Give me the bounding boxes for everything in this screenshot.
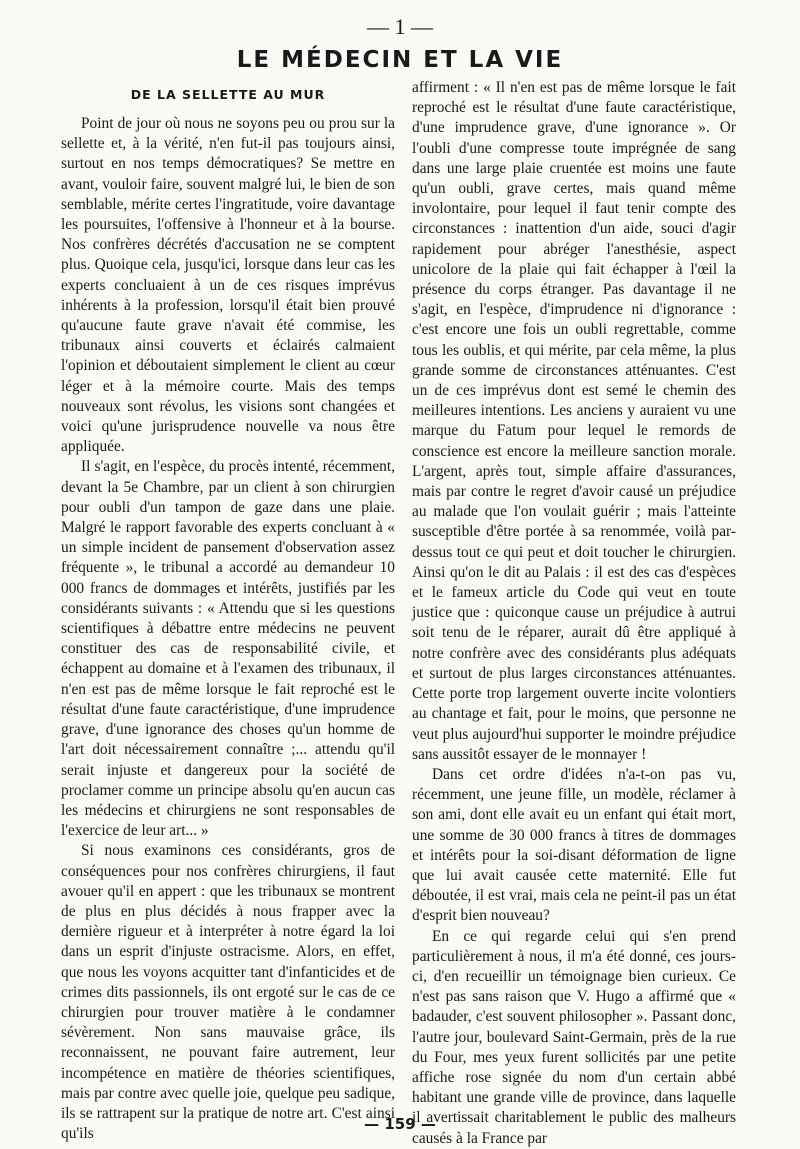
article-subtitle: DE LA SELLETTE AU MUR [130, 87, 326, 102]
page-title: LE MÉDECIN ET LA VIE [236, 47, 564, 73]
paragraph: En ce qui regarde celui qui s'en prend particulièrement à nous, il m'a été donné, ces jours-ci, d'en recueillir un témoignage bien curieux. Ce n'est pas sans raison que V. Hugo a affirmé que « badauder, c'est souvent philosopher ». Passant donc, l'autre jour, boulevard Saint-Germain, près de la rue du Four, mes yeux furent sollicités par une petite affiche rose signée du nom d'un certain abbé habitant une grande ville de province, dans laquelle il avertissait charitablement le public des malheurs causés à la France par [412, 927, 736, 1147]
paragraph: Si nous examinons ces considérants, gros de conséquences pour nos confrères chirurgiens, il faut avouer qu'il en appert : que les tribunaux se montrent de plus en plus décidés à nous frapper avec la dernière rigueur et à interpréter à notre égard la loi dans un esprit d'injuste ostracisme. Alors, en effet, que nous les voyons acquitter tant d'infanticides et de crimes dits passionnels, ils ont ergoté sur le cas de ce chirurgien pour trouver matière à le condamner sévèrement. Non sans mauvaise grâce, ils reconnaissent, ne pouvant faire autrement, leur incompétence en matière de théories scientifiques, mais par contre avec quelle joie, quelque peu sadique, ils se rattrapent sur la pratique de notre art. C'est ainsi qu'ils [61, 842, 395, 1143]
paragraph: Point de jour où nous ne soyons peu ou prou sur la sellette et, à la vérité, n'en fut-il pas toujours ainsi, surtout en nos temps démocratiques? Se mettre en avant, vouloir faire, souvent malgré lui, le bien de son semblable, mérite certes l'ingratitude, voire davantage les poursuites, l'offensive à l'honneur et à la bourse. Nos confrères décrétés d'accusation ne se comptent plus. Quoique cela, jusqu'ici, lorsque dans leur cas les experts concluaient à un de ces risques imprévus inhérents à la profession, lorsqu'il était bien prouvé qu'aucune faute grave n'avait été commise, les tribunaux ainsi couverts et éclairés calmaient l'opinion et déboutaient simplement le client au cœur léger et à la mémoire courte. Mais des temps nouveaux sont révolus, les visions sont changées et voici qu'une jurisprudence nouvelle va nous être appliquée. [61, 115, 395, 456]
page-number: — 159 — [364, 1115, 436, 1133]
right-column [412, 78, 736, 1149]
folio-top: — 1 — [367, 14, 433, 39]
paragraph: Il s'agit, en l'espèce, du procès intenté, récemment, devant la 5e Chambre, par un client à son chirurgien pour oubli d'un tampon de gaze dans une plaie. Malgré le rapport favorable des experts concluant à « un simple incident de pansement d'observation assez fréquente », le tribunal a accordé au demandeur 10 000 francs de dommages et intérêts, justifiés par les considérants suivants : « Attendu que si les questions scientifiques à débattre entre médecins ne peuvent constituer des cas de responsabilité civile, et échappent au domaine et à l'examen des tribunaux, il n'en est pas de même lorsque le fait reproché est le résultat d'une faute caractéristique, d'une imprudence grave, d'une ignorance des choses qu'un homme de l'art doit nécessairement connaître ;... attendu qu'il serait injuste et dangereux pour la société de proclamer comme un principe absolu qu'en aucun cas les médecins et chirurgiens ne sont responsables de l'exercice de leur art... » [61, 458, 395, 840]
paragraph: affirment : « Il n'en est pas de même lorsque le fait reproché est le résultat d'une faute caractéristique, d'une imprudence grave, d'une ignorance ». Or l'oubli d'une compresse toute imprégnée de sang dans une large plaie cruentée est moins une faute qu'un oubli, grave certes, mais quand même involontaire, pour lequel il faut tenir compte des circonstances : inattention d'un aide, souci d'agir rapidement pour abréger l'anesthésie, aspect unicolore de la plaie qui fait échapper à l'œil la présence du corps étranger. Pas davantage il ne s'agit, en l'espèce, d'imprudence ni d'ignorance : c'est encore une fois un oubli regrettable, comme tous les oublis, et qui mérite, par cela même, la plus grande somme de circonstances atténuantes. C'est un de ces imprévus dont est semé le chemin des meilleures intentions. Les anciens y auraient vu une marque du Fatum pour lequel le remords de conscience est encore la meilleure sanction morale. L'argent, après tout, simple affaire d'assurances, mais par contre le regret d'avoir causé un préjudice au malade que l'on voulait guérir ; mais l'atteinte susceptible d'être portée à sa renommée, voilà par-dessus tout ce qui peut et doit toucher le chirurgien. Ainsi qu'on le dit au Palais : il est des cas d'espèces et le fameux article du Code qui veut en toute justice que : quiconque cause un préjudice à autrui soit tenu de le réparer, aurait dû être appliqué à notre confrère avec des considérants plus adéquats et surtout de plus larges circonstances atténuantes. Cette porte trop largement ouverte incite volontiers au chantage et fait, pour le moins, que personne ne veut plus aujourd'hui supporter le moindre préjudice sans aussitôt essayer de le monnayer ! [412, 79, 736, 763]
left-column [61, 86, 395, 1144]
paragraph: Dans cet ordre d'idées n'a-t-on pas vu, récemment, une jeune fille, un modèle, réclamer à son ami, dont elle avait eu un enfant qui était mort, une somme de 30 000 francs à titres de dommages et intérêts pour la soi-disant déformation de ligne que lui avait causée cette maternité. Elle fut déboutée, il est vrai, mais cela ne peint-il pas un état d'esprit bien nouveau? [412, 765, 736, 925]
